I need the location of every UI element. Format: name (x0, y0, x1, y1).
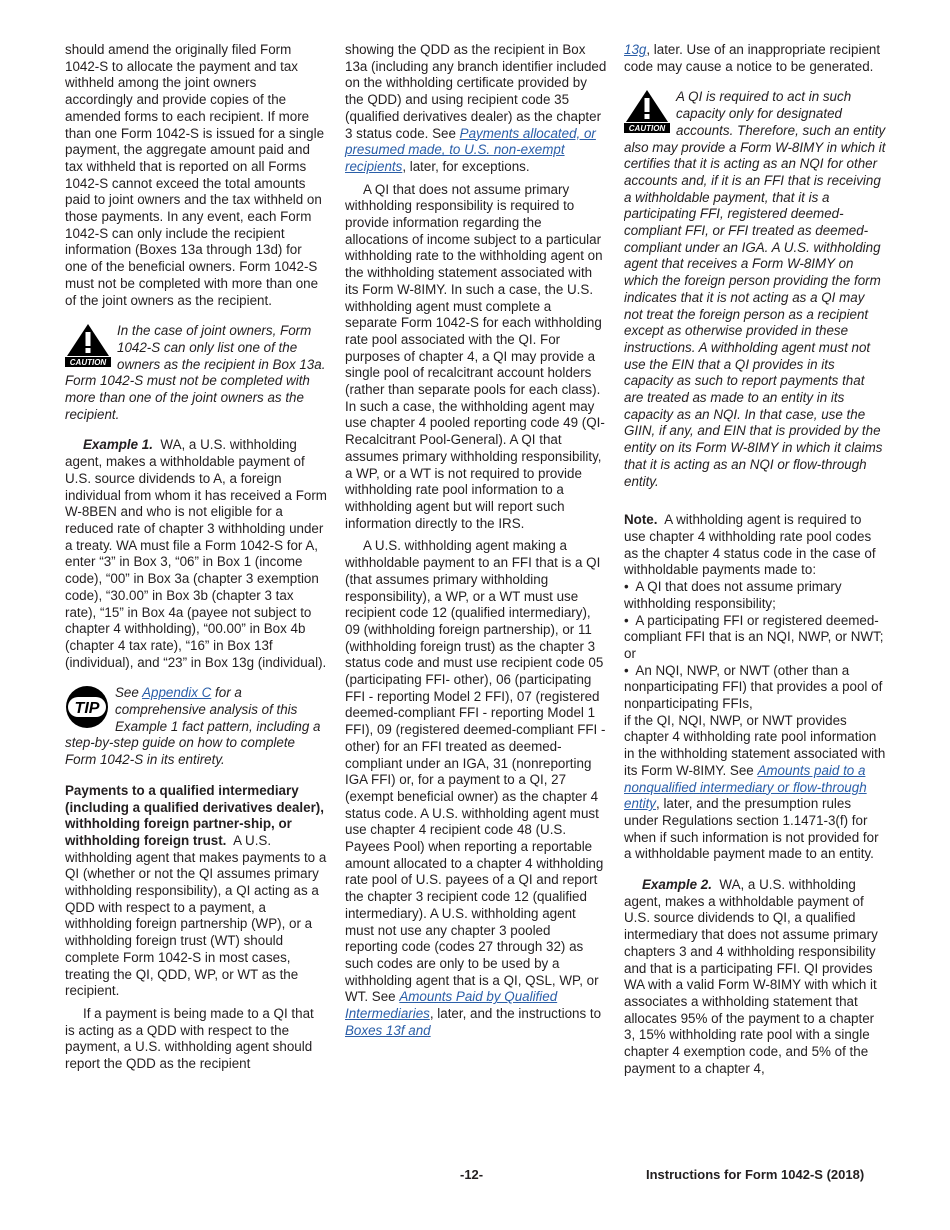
caution-icon (65, 323, 111, 367)
paragraph: If a payment is being made to a QI that is acting as a QDD with respect to the payment, a U.S. withholding agent should report the QDD as the recipient (65, 1005, 314, 1072)
bullet-item: • An NQI, NWP, or NWT (other than a nonparticipating FFI) that provides a pool of nonparticipating FFIs, (624, 662, 883, 712)
boxes-13f-link[interactable]: Boxes 13f and (345, 1022, 431, 1038)
page-number: -12- (460, 1167, 484, 1182)
amounts-paid-nqi-link[interactable]: Amounts paid to a nonqualified intermediary or flow-through entity (624, 762, 867, 812)
bullet-text: A QI that does not assume primary withholding responsibility; (624, 579, 842, 611)
paragraph-text: , later, and the instructions to (429, 1006, 602, 1022)
payments-allocated-link[interactable]: Payments allocated, or presumed made, to U.S. non-exempt recipients (345, 125, 596, 174)
note-paragraph (624, 512, 886, 579)
paragraph-text: A U.S. withholding agent making a withholdable payment to an FFI that is a QI (that assumes primary withholding responsibility), a WP, or a WT must use recipient code 12 (qualified intermediary), 09 (withholding foreign partnership), or 11 (withholding foreign trust) as the chapter 3 status code and must use recipient code 05 (participating FFI- other), 06 (participating FFI - reporting Model 2 FFI), 07 (registered deemed-compliant FFI - reporting Model 1 FFI), 09 (registered deemed-compliant FFI - other) for an FFI treated as deemed-compliant under an IGA, 31 (nonreporting IGA FFI) or, for a payment to a QI, 27 (exempt beneficial owner) as the chapter 4 status code. A U.S. withholding agent must use chapter 4 recipient code 48 (U.S. Payees Pool) when reporting a reportable amount allocated to a chapter 4 withholding rate pool of U.S. payees of a QI and report the chapter 3 recipient code 12 (qualified intermediary). A U.S. withholding agent must not use any chapter 3 pooled reporting code (codes 27 through 32) as such codes are only to be used by a withholding agent that is a QI, QSL, WP, or WT. See (345, 538, 606, 1005)
example-label: Example 1. (83, 437, 153, 453)
bullet-text: A participating FFI or registered deemed-compliant FFI that is an NQI, NWP, or NWT; or (624, 612, 884, 661)
caution-label: CAUTION (69, 358, 107, 368)
paragraph-text: , later, for exceptions. (402, 158, 530, 174)
column-2 (345, 42, 607, 1039)
bullet-item: • A QI that does not assume primary withholding responsibility; (624, 579, 842, 611)
tip-icon (65, 685, 109, 729)
caution-note (65, 323, 327, 423)
amounts-paid-qi-link[interactable]: Amounts Paid by Qualified Intermediaries (345, 989, 558, 1022)
example-2 (624, 877, 886, 1077)
paragraph: A QI that does not assume primary withholding responsibility is required to provide information regarding the allocations of income subject to a particular withholding rate to the withholding agent on the withholding statement associated with its Form W-8IMY. In such a case, the U.S. withholding agent must complete a separate Form 1042-S for each withholding rate pool associated with the QI. For purposes of chapter 4, a QI may provide a single pool of recalcitrant account holders (rather than separate pools for each class). In such a case, the withholding agent may use chapter 4 pooled reporting code 49 (QI-Recalcitrant Pool-General). A QI that assumes primary withholding responsibility, a WP, or a WT is not required to provide withholding rate pool information to a withholding agent but will report such information directly to the IRS. (345, 181, 605, 531)
tip-note (65, 685, 327, 769)
section-paragraph (65, 783, 327, 1000)
example-1 (65, 437, 327, 671)
note-label: Note. (624, 512, 658, 528)
column-3 (624, 42, 886, 1077)
tip-pre: See (115, 685, 139, 701)
paragraph (345, 42, 607, 176)
paragraph (345, 538, 607, 1039)
box-13g-link[interactable]: 13g (624, 42, 647, 57)
column-1 (65, 42, 327, 1073)
bullet-item: • A participating FFI or registered deemed-compliant FFI that is an NQI, NWP, or NWT; or (624, 612, 884, 661)
paragraph-text: showing the QDD as the recipient in Box 13a (including any branch identifier included on the withholding certificate provided by the QDD) and using recipient code 35 (qualified derivatives dealer) as the chapter 3 status code. See (345, 42, 607, 141)
caution-text: A QI is required to act in such capacity only for designated accounts. Therefore, such an entity also may provide a Form W-8IMY in which it certifies that it is acting as an NQI for other accounts and, if it is an FFI that is receiving a withholdable payment, that it is a participating FFI, registered deemed-compliant FFI, or FFI treated as deemed-compliant under an IGA. A U.S. withholding agent that receives a Form W-8IMY on which the foreign person providing the form indicates that it is not acting as a QI may not treat the foreign person as a recipient except as otherwise provided in these instructions. A withholding agent must not use the EIN that a QI provides in its capacity as such to report payments that are treated as made to an entity in its capacity as an NQI. In that case, use the GIIN, if any, and EIN that is provided by the entity on its Form W-8IMY in which it claims that it is acting as an NQI or flow-through entity. (624, 89, 886, 489)
tip-label: TIP (74, 700, 100, 718)
section-text: A U.S. withholding agent that makes payments to a QI (whether or not the QI assumes primary withholding responsibility), a QI acting as a QDD with respect to a payment, a withholding foreign partnership (WP), or a withholding foreign trust (WT) should complete Form 1042-S in most cases, treating the QI, QDD, WP, or WT as the recipient. (65, 832, 327, 999)
paragraph (624, 42, 886, 75)
section-heading: Payments to a qualified intermediary (including a qualified derivatives dealer), withholding foreign partner-ship, or withholding foreign trust. (65, 782, 324, 848)
appendix-c-link[interactable]: Appendix C (142, 685, 212, 701)
footer-title: Instructions for Form 1042-S (2018) (646, 1167, 865, 1182)
paragraph (624, 713, 886, 863)
paragraph-text: , later, and the presumption rules under Regulations section 1.1471-3(f) for when if such information is not provided for a withholdable payment made to an entity. (624, 796, 879, 862)
caution-icon (624, 89, 670, 133)
note-text: A withholding agent is required to use chapter 4 withholding rate pool codes as the chapter 4 status code in the case of withholdable payments made to: (624, 512, 876, 578)
caution-note (624, 89, 886, 490)
caution-label: CAUTION (628, 124, 666, 134)
tip-text: for a comprehensive analysis of this Example 1 fact pattern, including a step-by-step guide on how to complete Form 1042-S in its entirety. (65, 685, 321, 768)
paragraph-text: if the QI, NQI, NWP, or NWT provides chapter 4 withholding rate pool information in the withholding statement associated with its Form W-8IMY. See (624, 712, 886, 778)
example-text: WA, a U.S. withholding agent, makes a withholdable payment of U.S. source dividends to A, a foreign individual from whom it has received a Form W-8BEN and who is not eligible for a reduced rate of chapter 3 withholding under a treaty. WA must file a Form 1042-S for A, enter “3” in Box 3, “06” in Box 1 (income code), “00” in Box 3a (chapter 3 exemption code), “30.00” in Box 3b (chapter 3 tax rate), “15” in Box 4a (payee not subject to chapter 4 withholding), “00.00” in Box 4b (chapter 4 tax rate), “16” in Box 13f (individual), and “23” in Box 13g (individual). (65, 437, 327, 670)
example-text: WA, a U.S. withholding agent, makes a withholdable payment of U.S. source dividends to QI, a qualified intermediary that does not assume primary chapters 3 and 4 withholding responsibility and that is a participating FFI. QI provides WA with a valid Form W-8IMY with which it associates a withholding statement that allocates 95% of the payment to a chapter 3, 15% withholding rate pool with a single chapter 4 exemption code, and 5% of the payment to a chapter 4, (624, 877, 878, 1076)
paragraph-text: , later. Use of an inappropriate recipient code may cause a notice to be generated. (624, 42, 881, 74)
paragraph: should amend the originally filed Form 1042-S to allocate the payment and tax withheld among the joint owners accordingly and provide copies of the amended forms to each recipient. If more than one Form 1042-S is issued for a single payment, the aggregate amount paid and tax withheld that is reported on all Forms 1042-S cannot exceed the total amounts paid to joint owners and the tax withheld on those payments. In any event, each Form 1042-S can only include the recipient information (Boxes 13a through 13d) for one of the beneficial owners. Form 1042-S must not be completed with more than one of the joint owners as the recipient. (65, 42, 325, 308)
bullet-text: An NQI, NWP, or NWT (other than a nonparticipating FFI) that provides a pool of nonparticipating FFIs, (624, 662, 883, 712)
example-label: Example 2. (642, 877, 712, 893)
caution-text: In the case of joint owners, Form 1042-S can only list one of the owners as the recipient in Box 13a. Form 1042-S must not be completed with more than one of the joint owners as the recipient. (65, 323, 326, 422)
